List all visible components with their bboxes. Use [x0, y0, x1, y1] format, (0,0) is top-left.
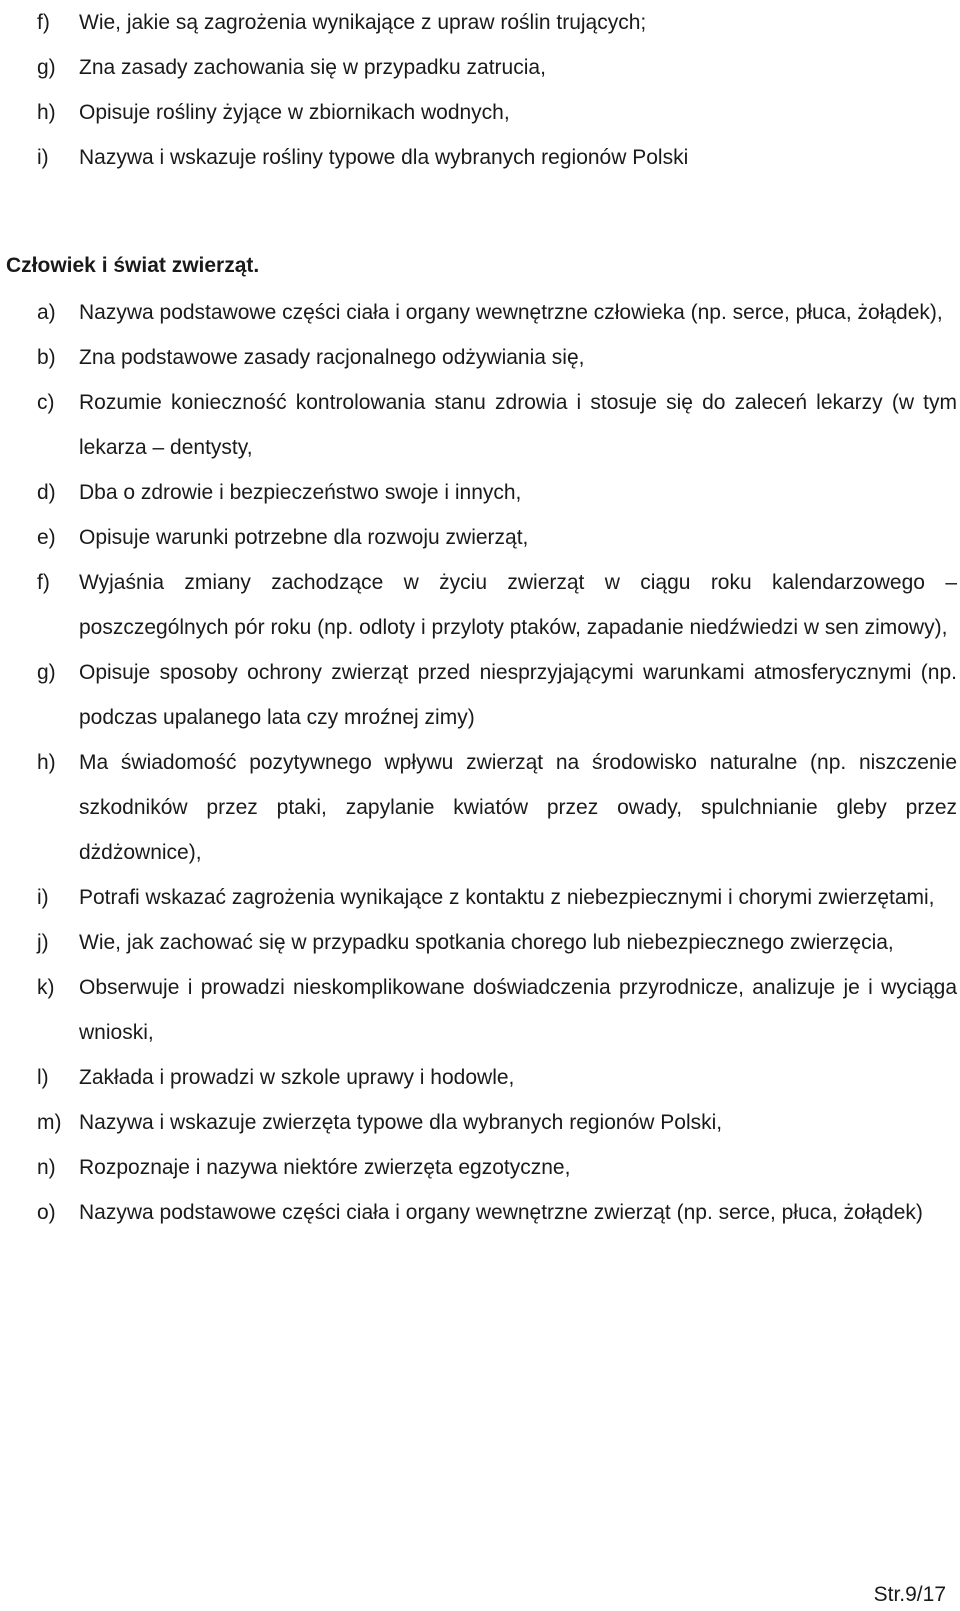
list-item-marker: g) [37, 56, 56, 79]
section-heading: Człowiek i świat zwierząt. [6, 254, 260, 277]
page-number: Str.9/17 [873, 1583, 946, 1606]
list-item-marker: a) [37, 301, 56, 324]
list-item [37, 560, 957, 650]
list-item-text: Nazywa i wskazuje rośliny typowe dla wybranych regionów Polski [79, 146, 689, 169]
list-item-marker: o) [37, 1201, 56, 1224]
list-item-marker: n) [37, 1156, 56, 1179]
previous-section-list [37, 0, 957, 180]
list-item-text: Zna zasady zachowania się w przypadku zatrucia, [79, 56, 546, 79]
list-item-text: Potrafi wskazać zagrożenia wynikające z kontaktu z niebezpiecznymi i chorymi zwierzętami, [79, 886, 935, 909]
list-item-text: Nazywa podstawowe części ciała i organy wewnętrzne zwierząt (np. serce, płuca, żołądek) [79, 1201, 923, 1224]
list-item-marker: k) [37, 976, 55, 999]
list-item-text: Wyjaśnia zmiany zachodzące w życiu zwierząt w ciągu roku kalendarzowego – poszczególnych pór roku (np. odloty i przyloty ptaków, zapadanie niedźwiedzi w sen zimowy), [79, 571, 957, 639]
list-item-text: Obserwuje i prowadzi nieskomplikowane doświadczenia przyrodnicze, analizuje je i wyciąga wnioski, [79, 976, 957, 1044]
list-item-marker: e) [37, 526, 56, 549]
list-item [37, 1145, 957, 1190]
list-item-text: Nazywa podstawowe części ciała i organy wewnętrzne człowieka (np. serce, płuca, żołądek), [79, 301, 943, 324]
list-item [37, 470, 957, 515]
list-item [37, 45, 957, 90]
list-item-text: Zna podstawowe zasady racjonalnego odżywiania się, [79, 346, 585, 369]
list-item-text: Wie, jakie są zagrożenia wynikające z upraw roślin trujących; [79, 11, 647, 34]
list-item-text: Ma świadomość pozytywnego wpływu zwierząt na środowisko naturalne (np. niszczenie szkodników przez ptaki, zapylanie kwiatów przez owady, spulchnianie gleby przez dżdżownice), [79, 751, 957, 864]
list-item [37, 1190, 957, 1235]
list-item [37, 515, 957, 560]
list-item [37, 0, 957, 45]
list-item-text: Rozumie konieczność kontrolowania stanu zdrowia i stosuje się do zaleceń lekarzy (w tym lekarza – dentysty, [79, 391, 957, 459]
list-item-text: Opisuje warunki potrzebne dla rozwoju zwierząt, [79, 526, 529, 549]
list-item-text: Opisuje rośliny żyjące w zbiornikach wodnych, [79, 101, 510, 124]
list-item-marker: b) [37, 346, 56, 369]
list-item [37, 740, 957, 875]
list-item [37, 920, 957, 965]
list-item-marker: c) [37, 391, 55, 414]
list-item [37, 875, 957, 920]
list-item [37, 965, 957, 1055]
list-item-text: Nazywa i wskazuje zwierzęta typowe dla wybranych regionów Polski, [79, 1111, 723, 1134]
list-item-text: Wie, jak zachować się w przypadku spotkania chorego lub niebezpiecznego zwierzęcia, [79, 931, 894, 954]
list-item-marker: j) [37, 931, 49, 954]
list-item-marker: i) [37, 886, 49, 909]
list-item-marker: f) [37, 571, 50, 594]
list-item [37, 1100, 957, 1145]
list-item-text: Opisuje sposoby ochrony zwierząt przed niesprzyjającymi warunkami atmosferycznymi (np. podczas upalanego lata czy mroźnej zimy) [79, 661, 957, 729]
list-item [37, 290, 957, 335]
list-item-marker: g) [37, 661, 56, 684]
list-item-marker: h) [37, 101, 56, 124]
list-item [37, 650, 957, 740]
list-item-marker: f) [37, 11, 50, 34]
list-item-marker: m) [37, 1111, 62, 1134]
list-item-text: Rozpoznaje i nazywa niektóre zwierzęta egzotyczne, [79, 1156, 571, 1179]
list-item-text: Dba o zdrowie i bezpieczeństwo swoje i innych, [79, 481, 522, 504]
list-item-marker: i) [37, 146, 49, 169]
list-item-marker: l) [37, 1066, 49, 1089]
list-item [37, 335, 957, 380]
list-item [37, 90, 957, 135]
list-item [37, 135, 957, 180]
list-item-marker: d) [37, 481, 56, 504]
list-item-text: Zakłada i prowadzi w szkole uprawy i hodowle, [79, 1066, 515, 1089]
list-item [37, 1055, 957, 1100]
list-item [37, 380, 957, 470]
section-list [37, 290, 957, 1235]
list-item-marker: h) [37, 751, 56, 774]
